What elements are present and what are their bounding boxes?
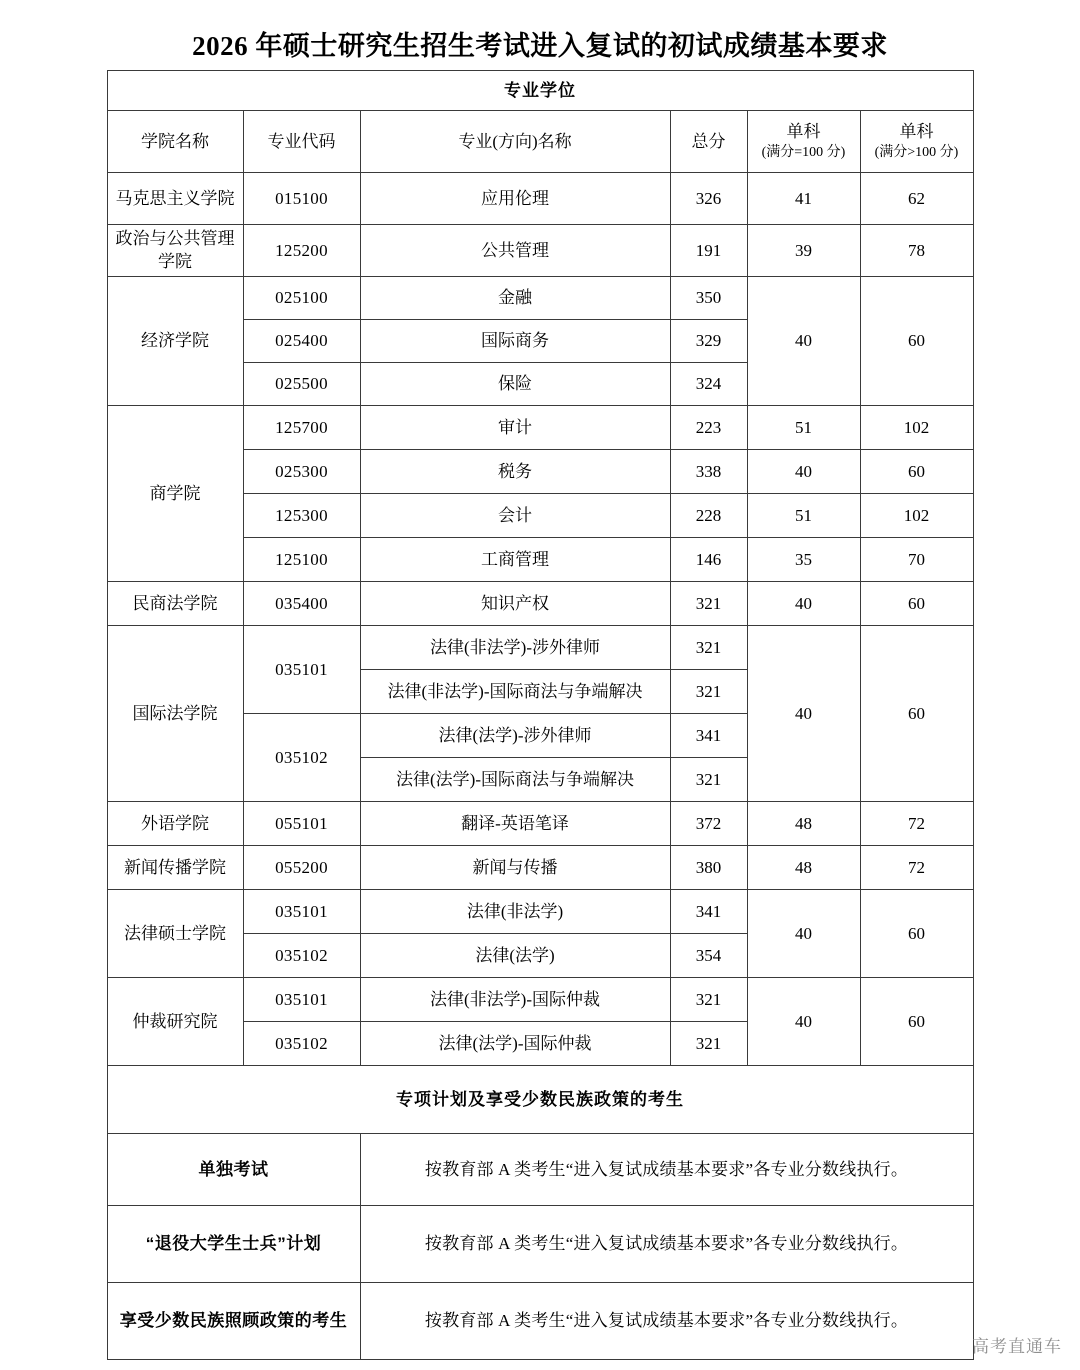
cell-single-gt100: 102 <box>860 494 973 538</box>
cell-total: 321 <box>670 758 747 802</box>
cell-total: 341 <box>670 890 747 934</box>
cell-major: 法律(法学) <box>360 934 670 978</box>
cell-total: 321 <box>670 582 747 626</box>
table-row <box>107 846 973 890</box>
cell-college: 马克思主义学院 <box>107 173 243 225</box>
cell-code: 035101 <box>243 978 360 1022</box>
cell-total: 329 <box>670 320 747 363</box>
cell-total: 321 <box>670 626 747 670</box>
cell-single-gt100: 72 <box>860 802 973 846</box>
cell-code: 055200 <box>243 846 360 890</box>
cell-college: 政治与公共管理学院 <box>107 225 243 277</box>
cell-single-gt100: 60 <box>860 277 973 406</box>
cell-code: 025500 <box>243 363 360 406</box>
cell-code: 125100 <box>243 538 360 582</box>
cell-college: 商学院 <box>107 406 243 582</box>
section-title-professional-degree: 专业学位 <box>107 71 973 111</box>
cell-code: 035101 <box>243 890 360 934</box>
cell-major: 工商管理 <box>360 538 670 582</box>
cell-major: 知识产权 <box>360 582 670 626</box>
cell-major: 法律(法学)-国际商法与争端解决 <box>360 758 670 802</box>
cell-total: 326 <box>670 173 747 225</box>
header-single-subject-gt100-main: 单科 <box>899 121 934 141</box>
cell-single-100: 40 <box>747 890 860 978</box>
cell-code: 025100 <box>243 277 360 320</box>
cell-total: 338 <box>670 450 747 494</box>
cell-code: 025300 <box>243 450 360 494</box>
header-single-subject-gt100 <box>860 111 973 173</box>
cell-code: 125700 <box>243 406 360 450</box>
cell-major: 保险 <box>360 363 670 406</box>
cell-major: 公共管理 <box>360 225 670 277</box>
special-label-independent-exam: 单独考试 <box>107 1134 360 1206</box>
cell-single-100: 40 <box>747 450 860 494</box>
cell-single-100: 40 <box>747 626 860 802</box>
header-single-subject-gt100-sub: (满分>100 分) <box>874 145 959 160</box>
table-row <box>107 277 973 320</box>
table-row <box>107 406 973 450</box>
special-text-ethnic-minority-policy: 按教育部 A 类考生“进入复试成绩基本要求”各专业分数线执行。 <box>360 1283 973 1360</box>
cell-major: 应用伦理 <box>360 173 670 225</box>
table-row <box>107 802 973 846</box>
header-major-name: 专业(方向)名称 <box>360 111 670 173</box>
cell-total: 228 <box>670 494 747 538</box>
cell-college: 经济学院 <box>107 277 243 406</box>
cell-code: 125200 <box>243 225 360 277</box>
cell-major: 税务 <box>360 450 670 494</box>
header-single-subject-100-main: 单科 <box>786 121 821 141</box>
cell-total: 321 <box>670 1022 747 1066</box>
cell-major: 国际商务 <box>360 320 670 363</box>
special-label-veteran-student-plan: “退役大学生士兵”计划 <box>107 1206 360 1283</box>
cell-total: 350 <box>670 277 747 320</box>
cell-total: 191 <box>670 225 747 277</box>
cell-code: 015100 <box>243 173 360 225</box>
special-text-independent-exam: 按教育部 A 类考生“进入复试成绩基本要求”各专业分数线执行。 <box>360 1134 973 1206</box>
cell-single-gt100: 72 <box>860 846 973 890</box>
cell-major: 法律(非法学)-涉外律师 <box>360 626 670 670</box>
header-college: 学院名称 <box>107 111 243 173</box>
cell-college: 外语学院 <box>107 802 243 846</box>
cell-single-gt100: 70 <box>860 538 973 582</box>
cell-total: 354 <box>670 934 747 978</box>
cell-single-100: 51 <box>747 494 860 538</box>
cell-code: 035102 <box>243 714 360 802</box>
table-row <box>107 890 973 934</box>
cell-single-gt100: 60 <box>860 626 973 802</box>
cell-total: 146 <box>670 538 747 582</box>
cell-total: 223 <box>670 406 747 450</box>
cell-major: 法律(法学)-涉外律师 <box>360 714 670 758</box>
special-row <box>107 1206 973 1283</box>
cell-single-gt100: 62 <box>860 173 973 225</box>
cell-single-gt100: 60 <box>860 890 973 978</box>
cell-code: 055101 <box>243 802 360 846</box>
cell-single-100: 51 <box>747 406 860 450</box>
watermark: 高考直通车 <box>972 1337 1062 1356</box>
cell-single-100: 41 <box>747 173 860 225</box>
table-row <box>107 626 973 670</box>
cell-total: 341 <box>670 714 747 758</box>
cell-code: 125300 <box>243 494 360 538</box>
header-total-score: 总分 <box>670 111 747 173</box>
table-header-row <box>107 111 973 173</box>
special-section-banner-row <box>107 1066 973 1134</box>
cell-code: 035101 <box>243 626 360 714</box>
cell-single-100: 35 <box>747 538 860 582</box>
header-single-subject-100 <box>747 111 860 173</box>
special-row <box>107 1134 973 1206</box>
cell-major: 法律(非法学) <box>360 890 670 934</box>
cell-total: 372 <box>670 802 747 846</box>
cell-code: 035102 <box>243 1022 360 1066</box>
page-title: 2026 年硕士研究生招生考试进入复试的初试成绩基本要求 <box>192 31 888 61</box>
cell-single-gt100: 60 <box>860 450 973 494</box>
special-label-ethnic-minority-policy: 享受少数民族照顾政策的考生 <box>107 1283 360 1360</box>
table-section-title-row <box>107 71 973 111</box>
cell-major: 审计 <box>360 406 670 450</box>
cell-major: 法律(法学)-国际仲裁 <box>360 1022 670 1066</box>
cell-total: 380 <box>670 846 747 890</box>
table-row <box>107 225 973 277</box>
table-row <box>107 582 973 626</box>
cell-major: 翻译-英语笔译 <box>360 802 670 846</box>
cell-college: 国际法学院 <box>107 626 243 802</box>
cell-single-100: 40 <box>747 978 860 1066</box>
cell-college: 仲裁研究院 <box>107 978 243 1066</box>
cell-code: 025400 <box>243 320 360 363</box>
table-row <box>107 978 973 1022</box>
special-row <box>107 1283 973 1360</box>
cell-major: 法律(非法学)-国际商法与争端解决 <box>360 670 670 714</box>
cell-code: 035400 <box>243 582 360 626</box>
cell-single-gt100: 102 <box>860 406 973 450</box>
cell-single-100: 39 <box>747 225 860 277</box>
header-single-subject-100-sub: (满分=100 分) <box>761 145 846 160</box>
cell-college: 新闻传播学院 <box>107 846 243 890</box>
header-major-code: 专业代码 <box>243 111 360 173</box>
cell-major: 新闻与传播 <box>360 846 670 890</box>
cell-major: 金融 <box>360 277 670 320</box>
cell-single-gt100: 60 <box>860 978 973 1066</box>
special-programs-banner: 专项计划及享受少数民族政策的考生 <box>107 1066 973 1134</box>
cell-single-gt100: 60 <box>860 582 973 626</box>
cell-major: 会计 <box>360 494 670 538</box>
cell-single-100: 48 <box>747 802 860 846</box>
cell-college: 民商法学院 <box>107 582 243 626</box>
cell-total: 321 <box>670 670 747 714</box>
cell-major: 法律(非法学)-国际仲裁 <box>360 978 670 1022</box>
cell-single-100: 40 <box>747 582 860 626</box>
table-row <box>107 173 973 225</box>
cell-total: 321 <box>670 978 747 1022</box>
admission-score-table <box>107 70 974 1360</box>
cell-college: 法律硕士学院 <box>107 890 243 978</box>
cell-single-100: 40 <box>747 277 860 406</box>
cell-single-gt100: 78 <box>860 225 973 277</box>
special-text-veteran-student-plan: 按教育部 A 类考生“进入复试成绩基本要求”各专业分数线执行。 <box>360 1206 973 1283</box>
cell-code: 035102 <box>243 934 360 978</box>
cell-total: 324 <box>670 363 747 406</box>
cell-single-100: 48 <box>747 846 860 890</box>
